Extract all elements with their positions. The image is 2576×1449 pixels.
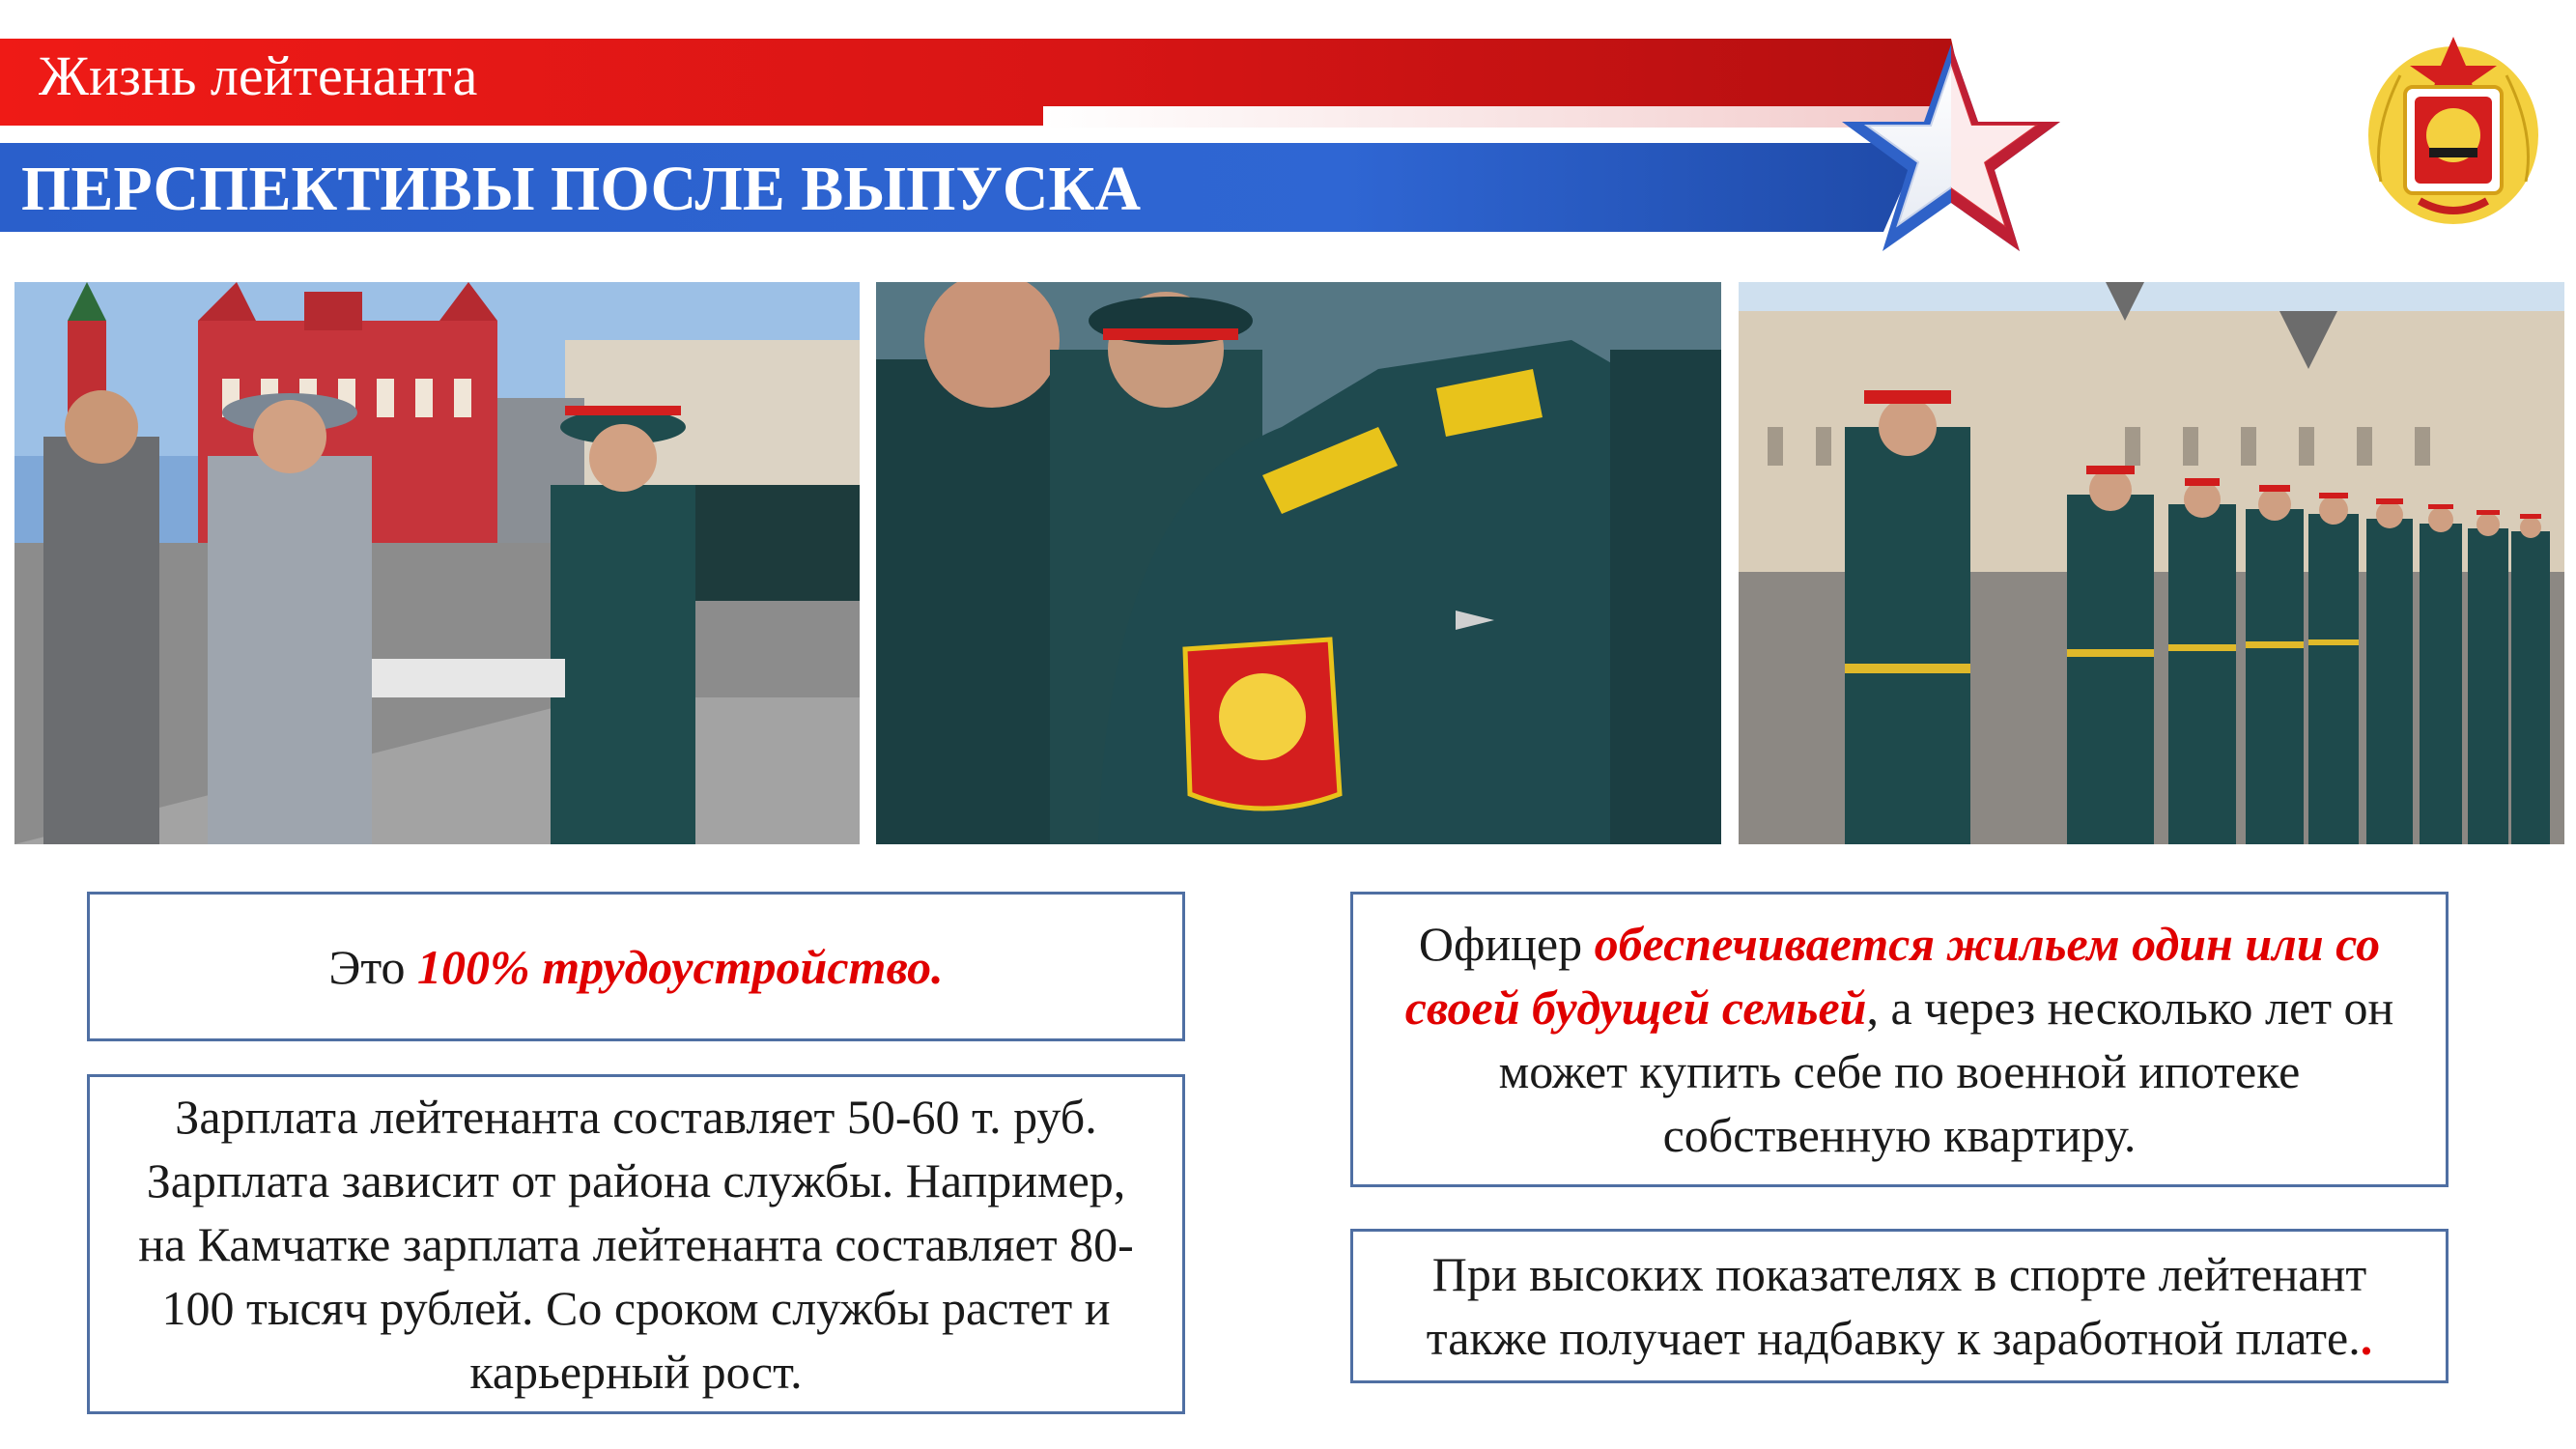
housing-text — [1353, 912, 2446, 1167]
section-subtitle: Жизнь лейтенанта — [39, 44, 478, 107]
sport-text: При высоких показателях в спорте лейтенант также получает надбавку к заработной плате. — [1426, 1247, 2367, 1365]
page-title: ПЕРСПЕКТИВЫ ПОСЛЕ ВЫПУСКА — [21, 154, 1142, 224]
star-icon — [1840, 37, 2062, 259]
sport-dot: . — [2360, 1311, 2373, 1365]
employment-prefix: Это — [328, 939, 418, 994]
sport-text-wrap — [1353, 1242, 2446, 1370]
ceremony-red-square-photo — [14, 282, 860, 844]
housing-prefix: Офицер — [1418, 917, 1595, 971]
employment-highlight: 100% трудоустройство. — [417, 939, 944, 994]
housing-highlight: обеспечивается жильем один или со своей будущей семьей — [1404, 917, 2381, 1035]
housing-suffix: , а через несколько лет он может купить себе по военной ипотеке собственную квартиру. — [1498, 980, 2394, 1162]
academy-emblem — [2362, 27, 2545, 230]
sport-box — [1350, 1229, 2449, 1383]
salary-text: Зарплата лейтенанта составляет 50-60 т. руб. Зарплата зависит от района службы. Например, на Камчатке зарплата лейтенанта составляет 80-100 тысяч рублей. Со сроком службы растет и карьерный рост. — [138, 1090, 1134, 1399]
salary-box — [87, 1074, 1185, 1414]
officers-shoulder-patch-photo — [876, 282, 1721, 844]
employment-text — [328, 935, 943, 999]
lieutenants-formation-photo — [1739, 282, 2564, 844]
header-ribbon-shade — [1043, 106, 1970, 128]
housing-box — [1350, 892, 2449, 1187]
employment-box — [87, 892, 1185, 1041]
